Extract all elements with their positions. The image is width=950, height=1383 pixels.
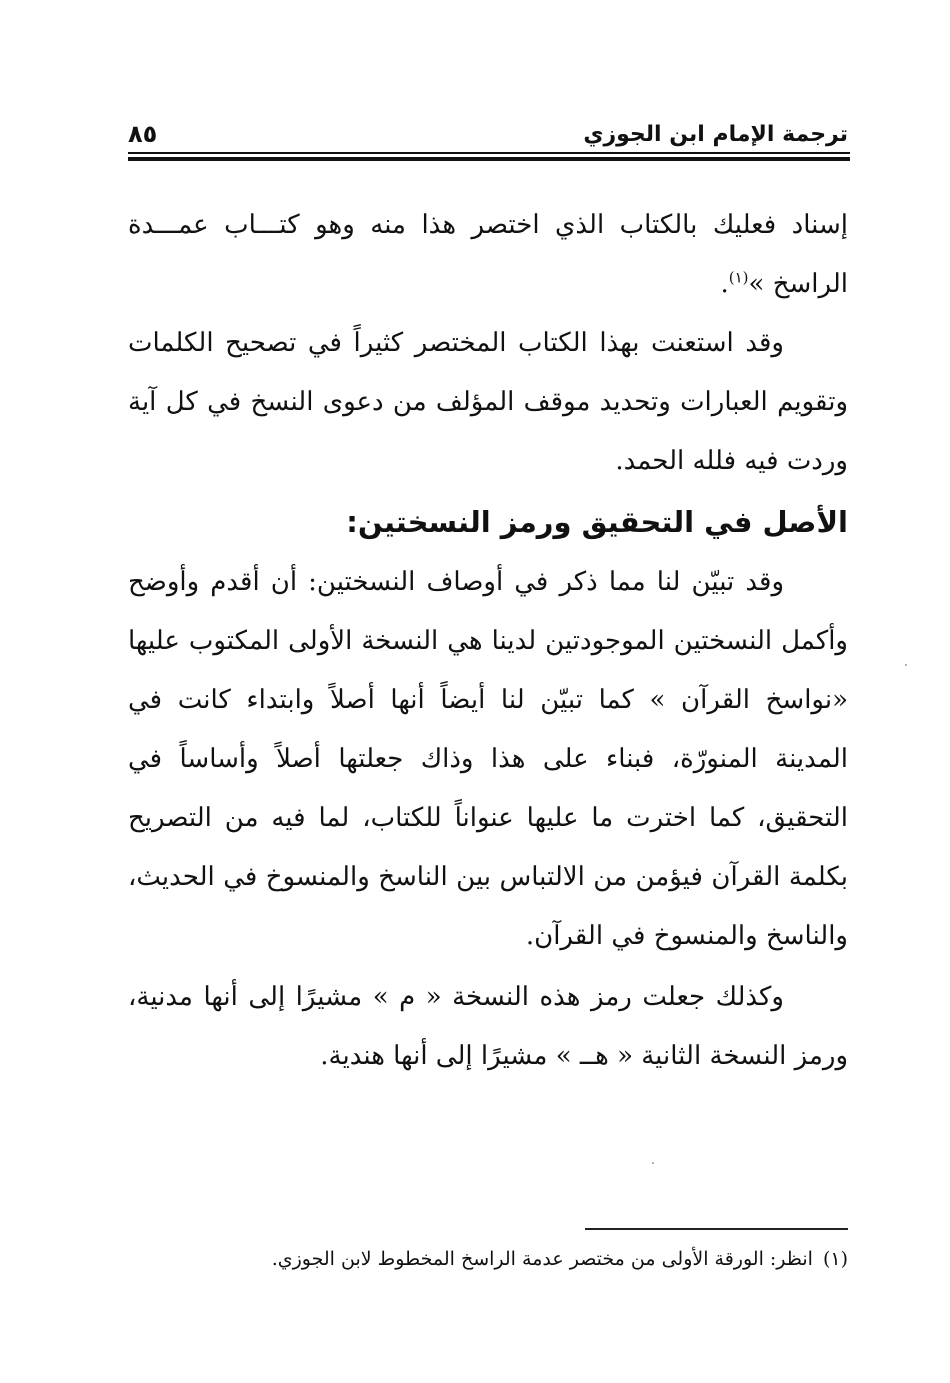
page-number: ٨٥ [128, 120, 158, 148]
footnote-number: (١) [822, 1248, 848, 1270]
paragraph-1-end: . [720, 269, 729, 299]
paragraph-2: وقد استعنت بهذا الكتاب المختصر كثيراً في تصحيح الكلمات وتقويم العبارات وتحديد موقف المؤلف من دعوى النسخ في كل آية وردت فيه فلله الحمد. [128, 328, 848, 476]
header-rule-thin [128, 152, 850, 154]
paragraph-1 [128, 196, 848, 314]
footnote-separator [585, 1228, 848, 1230]
paragraph-4: وكذلك جعلت رمز هذه النسخة « م » مشيرًا إلى أنها مدنية، ورمز النسخة الثانية « هــ » مشيرًا إلى أنها هندية. [128, 982, 848, 1071]
running-title: ترجمة الإمام ابن الجوزي [583, 122, 848, 147]
body-text [128, 196, 848, 1086]
header-rule-thick [128, 157, 850, 161]
footnote-text: انظر: الورقة الأولى من مختصر عدمة الراسخ المخطوط لابن الجوزي. [271, 1248, 813, 1270]
paragraph-3: وقد تبيّن لنا مما ذكر في أوصاف النسختين: أن أقدم وأوضح وأكمل النسختين الموجودتين لدينا هي النسخة الأولى المكتوب عليها «نواسخ القرآن » كما تبيّن لنا أيضاً أنها أصلاً وابتداء كانت في المدينة المنورّة، فبناء على هذا وذاك جعلتها أصلاً وأساساً في التحقيق، كما اخترت ما عليها عنواناً للكتاب، لما فيه من التصريح بكلمة القرآن فيؤمن من الالتباس بين الناسخ والمنسوخ في الحديث، والناسخ والمنسوخ في القرآن. [128, 567, 848, 951]
scan-speck [652, 1162, 654, 1164]
scan-speck [905, 664, 907, 666]
footnote [128, 1244, 848, 1274]
paragraph-1-text: إسناد فعليك بالكتاب الذي اختصر هذا منه وهو كتـــاب عمـــدة الراسخ » [128, 210, 848, 299]
section-heading: الأصل في التحقيق ورمز النسختين: [346, 505, 848, 539]
footnote-reference: (١) [728, 268, 749, 287]
